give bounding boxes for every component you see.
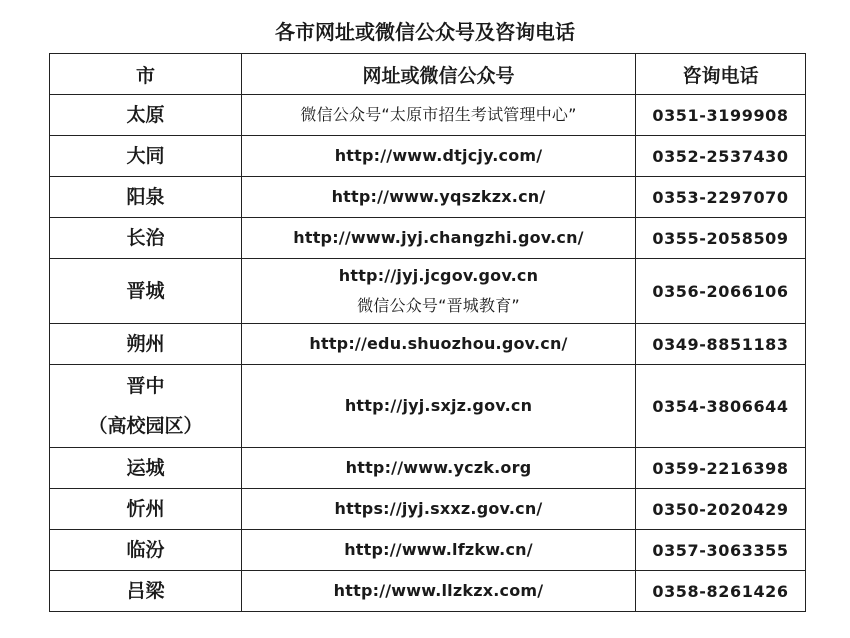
table-row xyxy=(50,530,806,571)
table-row xyxy=(50,218,806,259)
website-link[interactable]: https://jyj.sxxz.gov.cn/ xyxy=(334,499,543,518)
website-cell xyxy=(242,324,636,365)
header-phone: 咨询电话 xyxy=(636,54,806,95)
website-cell xyxy=(242,177,636,218)
table-row xyxy=(50,571,806,612)
table-row xyxy=(50,448,806,489)
city-cell: 太原 xyxy=(50,95,242,136)
header-website: 网址或微信公众号 xyxy=(242,54,636,95)
phone-cell: 0355-2058509 xyxy=(636,218,806,259)
table-row xyxy=(50,95,806,136)
website-link[interactable]: http://www.yczk.org xyxy=(345,458,532,477)
wechat-account-text: 微信公众号“晋城教育” xyxy=(357,296,520,315)
website-link[interactable]: http://edu.shuozhou.gov.cn/ xyxy=(309,334,568,353)
phone-cell: 0357-3063355 xyxy=(636,530,806,571)
website-cell xyxy=(242,571,636,612)
website-link[interactable]: http://www.jyj.changzhi.gov.cn/ xyxy=(293,228,584,247)
website-cell xyxy=(242,259,636,324)
phone-cell: 0354-3806644 xyxy=(636,365,806,448)
city-cell: 忻州 xyxy=(50,489,242,530)
city-name: 晋中 xyxy=(126,375,165,397)
website-link[interactable]: http://jyj.jcgov.gov.cn xyxy=(338,266,539,285)
phone-cell: 0352-2537430 xyxy=(636,136,806,177)
website-link[interactable]: http://www.yqszkzx.cn/ xyxy=(331,187,546,206)
city-cell: 晋城 xyxy=(50,259,242,324)
table-header-row xyxy=(50,54,806,95)
phone-cell: 0350-2020429 xyxy=(636,489,806,530)
phone-cell: 0349-8851183 xyxy=(636,324,806,365)
website-cell xyxy=(242,365,636,448)
table-row xyxy=(50,177,806,218)
website-cell xyxy=(242,95,636,136)
website-cell xyxy=(242,489,636,530)
website-cell xyxy=(242,136,636,177)
phone-cell: 0351-3199908 xyxy=(636,95,806,136)
table-row xyxy=(50,324,806,365)
header-city: 市 xyxy=(50,54,242,95)
phone-cell: 0359-2216398 xyxy=(636,448,806,489)
city-cell xyxy=(50,365,242,448)
table-row xyxy=(50,259,806,324)
website-link[interactable]: http://www.dtjcjy.com/ xyxy=(334,146,543,165)
city-cell: 运城 xyxy=(50,448,242,489)
phone-cell: 0353-2297070 xyxy=(636,177,806,218)
website-cell xyxy=(242,530,636,571)
table-row xyxy=(50,136,806,177)
city-cell: 临汾 xyxy=(50,530,242,571)
contact-table xyxy=(49,53,806,612)
page-title: 各市网址或微信公众号及咨询电话 xyxy=(275,20,575,44)
website-link[interactable]: http://www.llzkzx.com/ xyxy=(333,581,544,600)
phone-cell: 0356-2066106 xyxy=(636,259,806,324)
city-note: （高校园区） xyxy=(88,415,203,437)
website-cell xyxy=(242,218,636,259)
table-row xyxy=(50,365,806,448)
website-link[interactable]: http://www.lfzkw.cn/ xyxy=(344,540,533,559)
city-cell: 阳泉 xyxy=(50,177,242,218)
city-cell: 长治 xyxy=(50,218,242,259)
website-cell xyxy=(242,448,636,489)
table-row xyxy=(50,489,806,530)
website-link[interactable]: http://jyj.sxjz.gov.cn xyxy=(344,396,533,415)
city-cell: 大同 xyxy=(50,136,242,177)
phone-cell: 0358-8261426 xyxy=(636,571,806,612)
wechat-account-text: 微信公众号“太原市招生考试管理中心” xyxy=(300,105,577,124)
city-cell: 朔州 xyxy=(50,324,242,365)
city-cell: 吕梁 xyxy=(50,571,242,612)
